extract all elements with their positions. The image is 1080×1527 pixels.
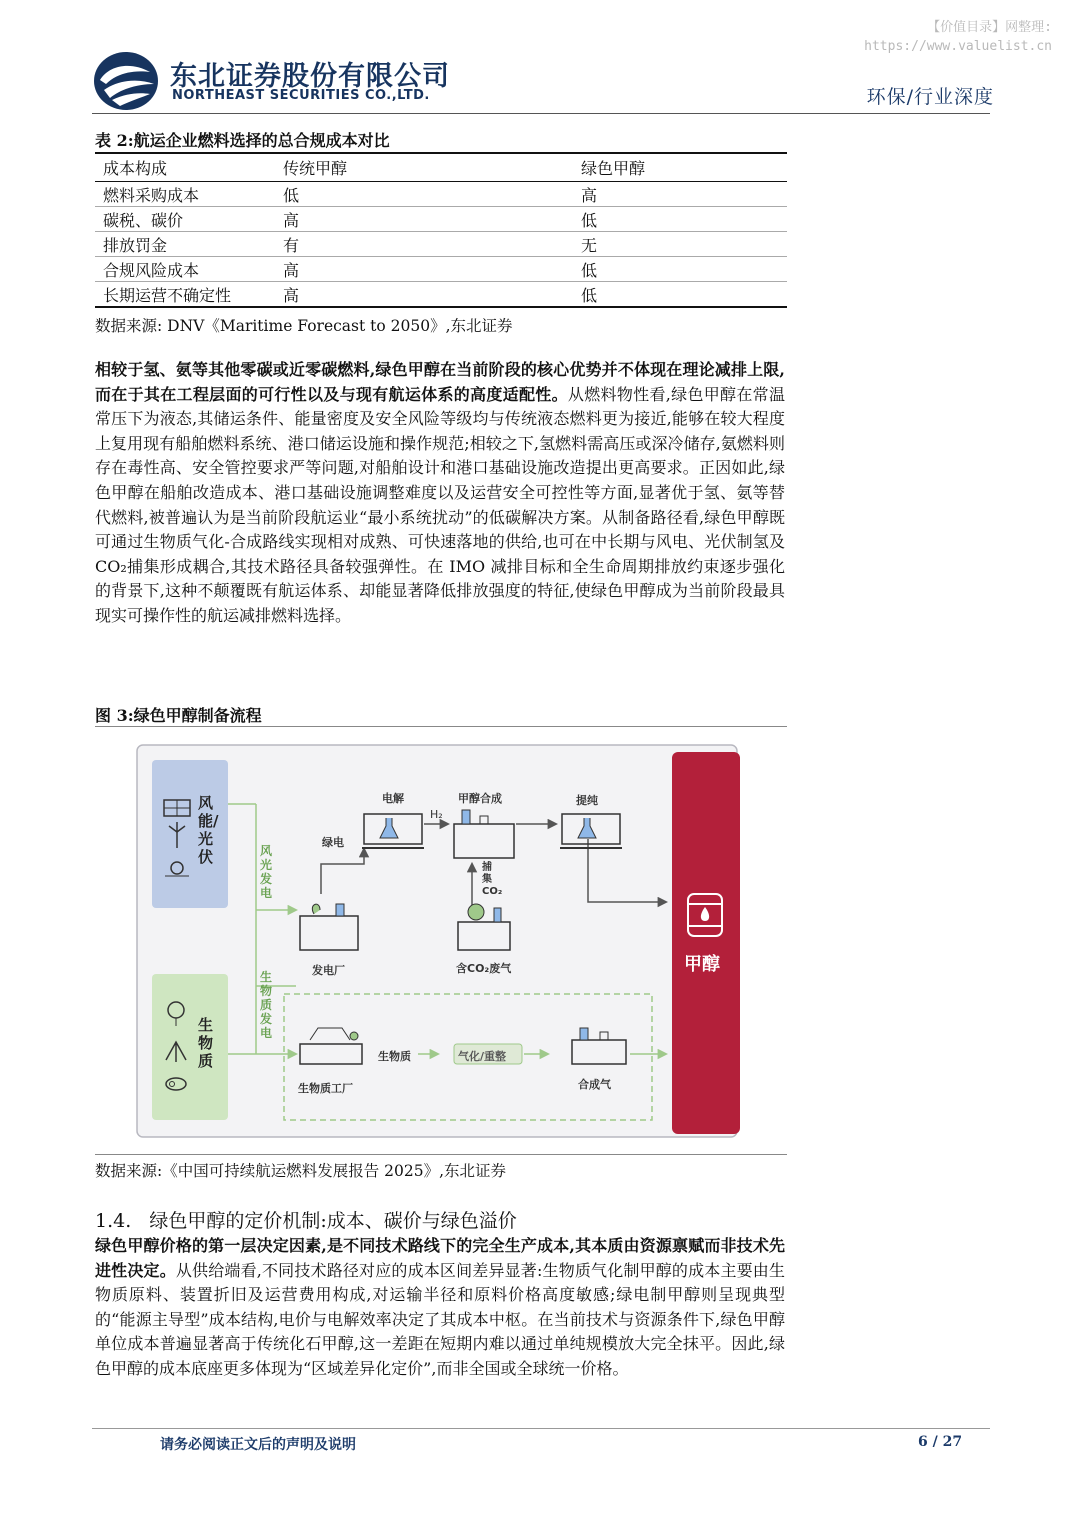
- report-type: 环保/行业深度: [866, 86, 994, 108]
- label-power-plant: 发电厂: [312, 964, 345, 977]
- label-syngas: 合成气: [578, 1078, 611, 1091]
- cost-comparison-table: [95, 152, 787, 308]
- table-cell: 碳税、碳价: [95, 207, 275, 232]
- label-gasification: 气化/重整: [458, 1050, 507, 1063]
- figure-caption: 图 3:绿色甲醇制备流程: [95, 706, 262, 725]
- table-row: [95, 182, 787, 207]
- table-cell: 低: [573, 207, 787, 232]
- paragraph-lead: 相较于氢、氨等其他零碳或近零碳燃料,绿色甲醇在当前阶段的核心优势并不体现在理论减排上限,而在于其在工程层面的可行性以及与现有航运体系的高度适配性。: [95, 360, 785, 404]
- table-row: [95, 257, 787, 282]
- watermark: [864, 18, 1052, 56]
- paragraph-lead: 绿色甲醇价格的第一层决定因素,是不同技术路线下的完全生产成本,其本质由资源禀赋而非技术先进性决定。: [95, 1236, 785, 1280]
- body-paragraph-1: [95, 358, 785, 629]
- paragraph-body: 从供给端看,不同技术路径对应的成本区间差异显著:生物质气化制甲醇的成本主要由生物质原料、装置折旧及运营费用构成,对运输半径和原料价格高度敏感;绿电制甲醇则呈现典型的“能源主导型”成本结构,电价与电解效率决定了其成本中枢。在当前技术与资源条件下,绿色甲醇单位成本普遍显著高于传统化石甲醇,这一差距在短期内难以通过单纯规模放大完全抹平。因此,绿色甲醇的成本底座更多体现为“区域差异化定价”,而非全国或全球统一价格。: [95, 1260, 785, 1378]
- figure-bottom-rule: [95, 1154, 787, 1155]
- section-title: 绿色甲醇的定价机制:成本、碳价与绿色溢价: [149, 1210, 517, 1232]
- table-source: 数据来源: DNV《Maritime Forecast to 2050》,东北证券: [95, 317, 513, 335]
- section-number: 1.4.: [95, 1210, 132, 1232]
- paragraph-body: 从燃料物性看,绿色甲醇在常温常压下为液态,其储运条件、能量密度及安全风险等级均与传统液态燃料更为接近,能够在较大程度上复用现有船舶燃料系统、港口储运设施和操作规范;相较之下,氢燃料需高压或深冷储存,氨燃料则存在毒性高、安全管控要求严等问题,对船舶设计和港口基础设施改造提出更高要求。正因如此,绿色甲醇在船舶改造成本、港口基础设施调整难度以及运营安全可控性等方面,显著优于氢、氨等替代燃料,被普遍认为是当前阶段航运业“最小系统扰动”的低碳解决方案。从制备路径看,绿色甲醇既可通过生物质气化-合成路线实现相对成熟、可快速落地的供给,也可在中长期与风电、光伏制氢及 CO₂捕集形成耦合,其技术路径具备较强弹性。在 IMO 减排目标和全生命周期排放约束逐步强化的背景下,这种不颠覆既有航运体系、却能显著降低排放强度的特征,使绿色甲醇成为当前阶段最具现实可操作性的航运减排燃料选择。: [95, 384, 785, 625]
- figure-top-rule: [95, 726, 787, 727]
- diagram-canvas: [136, 744, 746, 1140]
- methanol-process-diagram: [136, 744, 746, 1140]
- label-biomass-factory: 生物质工厂: [298, 1082, 353, 1095]
- table-cell: 低: [573, 257, 787, 282]
- table-cell: 燃料采购成本: [95, 182, 275, 207]
- table-row: [95, 207, 787, 232]
- watermark-line2: https://www.valuelist.cn: [864, 39, 1052, 54]
- table-cell: 无: [573, 232, 787, 257]
- company-name-en: NORTHEAST SECURITIES CO.,LTD.: [172, 88, 430, 103]
- table-row: [95, 232, 787, 257]
- table-header-cell: 绿色甲醇: [573, 153, 787, 182]
- footer-divider: [92, 1428, 990, 1429]
- table-cell: 高: [275, 257, 573, 282]
- table-row: [95, 282, 787, 308]
- label-h2: H₂: [430, 808, 443, 821]
- label-methanol-synthesis: 甲醇合成: [458, 792, 502, 805]
- label-green-power: 绿电: [322, 836, 344, 849]
- label-methanol: 甲醇: [684, 954, 720, 975]
- label-wind-solar-power: 风光发电: [260, 844, 273, 900]
- label-biomass-power: 生物质发电: [260, 970, 273, 1040]
- page-number: 6 / 27: [918, 1434, 963, 1450]
- body-paragraph-2: [95, 1234, 785, 1382]
- label-purification: 提纯: [576, 794, 598, 807]
- footer-disclaimer: 请务必阅读正文后的声明及说明: [160, 1437, 356, 1453]
- table-cell: 高: [573, 182, 787, 207]
- table-header-row: [95, 153, 787, 182]
- table-cell: 排放罚金: [95, 232, 275, 257]
- table-header-cell: 成本构成: [95, 153, 275, 182]
- table-cell: 低: [573, 282, 787, 308]
- label-co2-gas: 含CO₂废气: [456, 962, 512, 975]
- table-cell: 长期运营不确定性: [95, 282, 275, 308]
- table-caption: 表 2:航运企业燃料选择的总合规成本对比: [95, 131, 390, 150]
- figure-source: 数据来源:《中国可持续航运燃料发展报告 2025》,东北证券: [95, 1162, 507, 1180]
- table-cell: 高: [275, 282, 573, 308]
- watermark-line1: 【价值目录】网整理:: [927, 20, 1052, 35]
- label-wind-solar: 风能/光伏: [198, 794, 219, 866]
- company-logo-icon: [92, 50, 160, 112]
- header-divider: [92, 113, 990, 114]
- table-cell: 高: [275, 207, 573, 232]
- table-cell: 合规风险成本: [95, 257, 275, 282]
- table-cell: 有: [275, 232, 573, 257]
- label-biomass-flow: 生物质: [378, 1050, 411, 1063]
- label-electrolysis: 电解: [382, 792, 404, 805]
- company-name-cn: 东北证券股份有限公司: [170, 61, 450, 92]
- section-heading: [95, 1206, 517, 1233]
- label-capture-co2: 捕集CO₂: [482, 862, 503, 897]
- label-biomass: 生物质: [198, 1016, 214, 1070]
- table-header-cell: 传统甲醇: [275, 153, 573, 182]
- table-cell: 低: [275, 182, 573, 207]
